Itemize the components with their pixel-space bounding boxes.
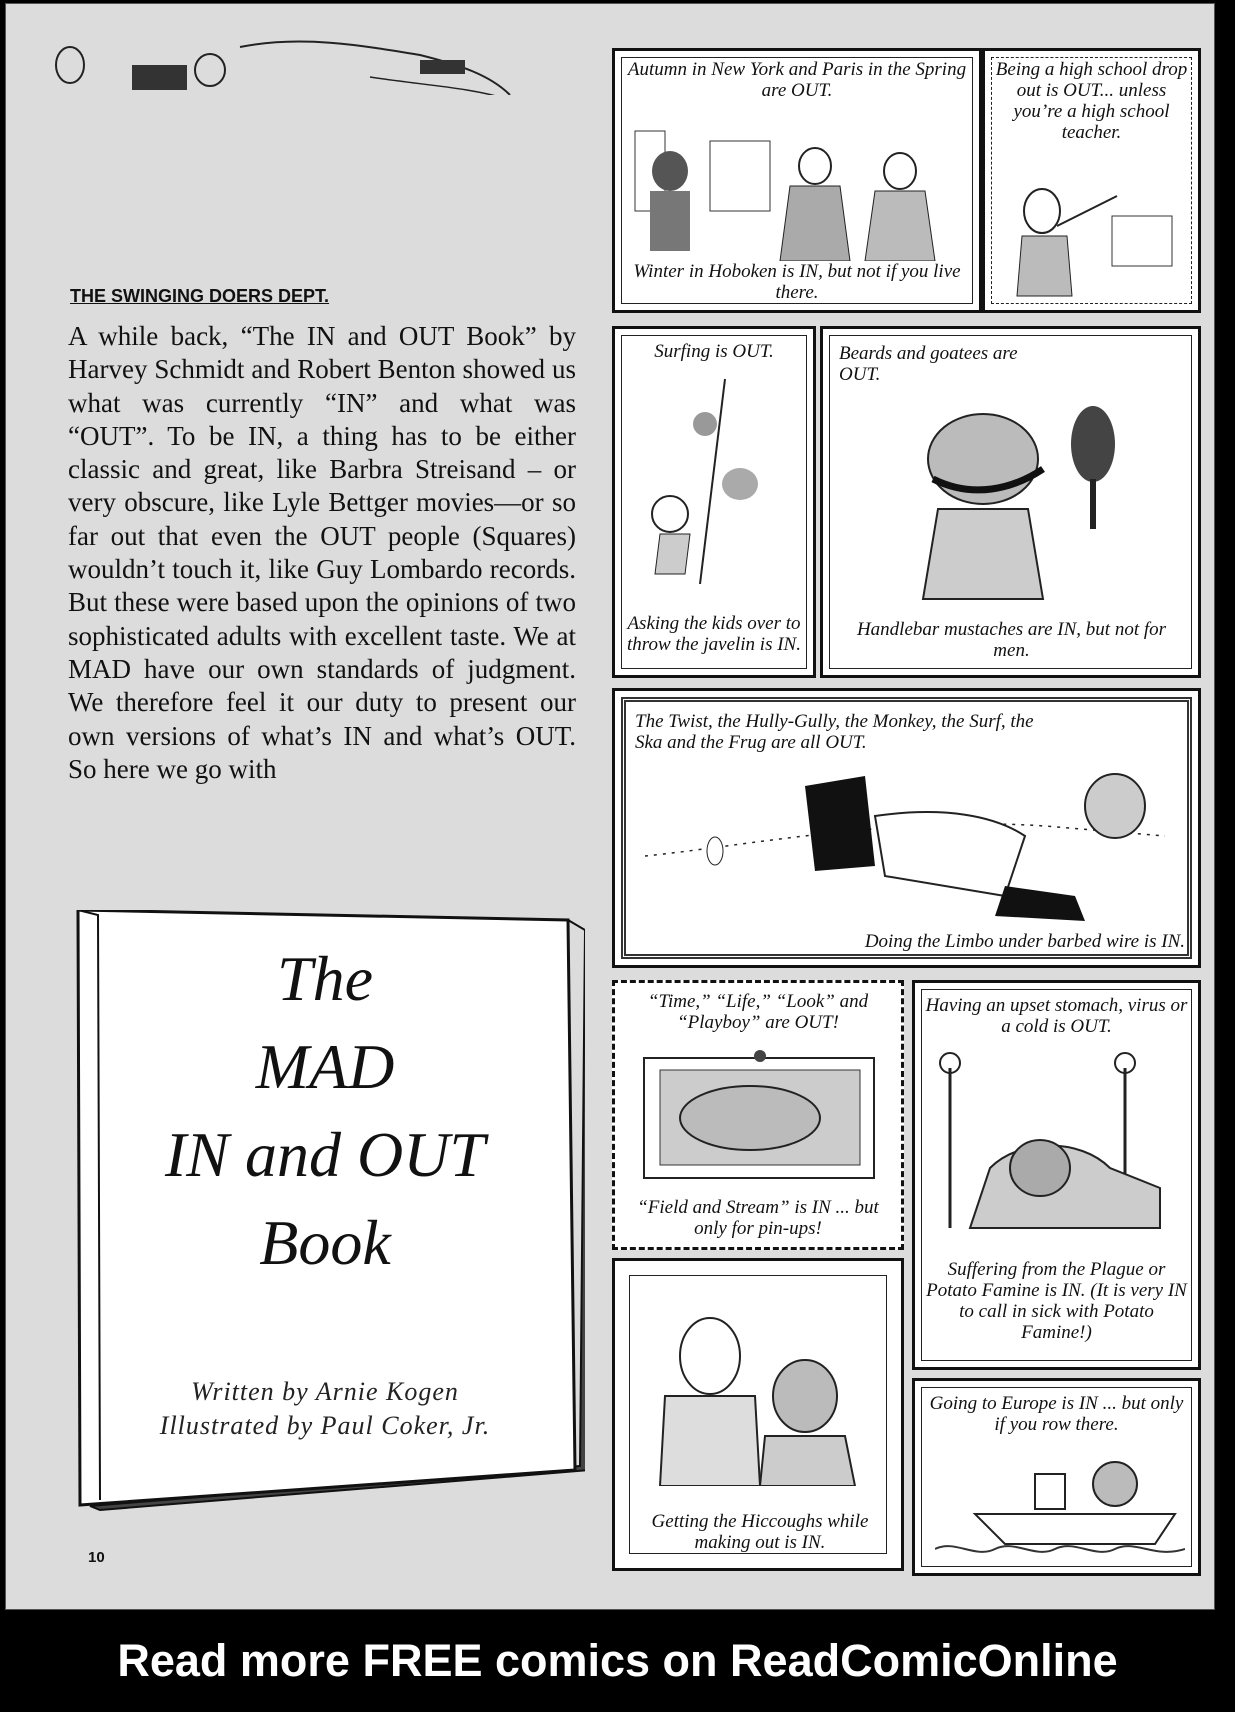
- book-title-line: Book: [259, 1207, 391, 1278]
- panel-caption-bottom: Handlebar mustaches are IN, but not for men.: [856, 619, 1167, 661]
- book-title: [105, 935, 545, 1287]
- teacher-illustration: [997, 156, 1187, 301]
- book-title-line: The: [277, 943, 373, 1014]
- page-number: 10: [88, 1549, 105, 1566]
- intro-paragraph: A while back, “The IN and OUT Book” by Harvey Schmidt and Robert Benton showed us what was currently “IN” and what was “OUT”. To be IN, a thing has to be either classic and great, like Barbra Streisand – or very obscure, like Lyle Bettger movies—or so far out that even the OUT people (Squares) wouldn’t touch it, like Guy Lombardo records. But these were based upon the opinions of two sophisticated adults with excellent taste. We at MAD have our own standards of judgment. We therefore feel it our duty to present our own versions of what’s IN and what’s OUT. So here we go with: [68, 321, 576, 784]
- rowboat-illustration: [935, 1449, 1185, 1564]
- sick-in-bed-illustration: [930, 1048, 1190, 1238]
- panel-caption-top: Going to Europe is IN ... but only if you row there.: [929, 1393, 1184, 1435]
- footer-banner[interactable]: [0, 1610, 1235, 1712]
- woman-mustache-illustration: [863, 389, 1163, 609]
- panel-caption-top: Surfing is OUT.: [654, 341, 774, 362]
- panel-surfing: [612, 326, 816, 678]
- illustrator-credit: Illustrated by Paul Coker, Jr.: [159, 1411, 491, 1440]
- panel-caption-bottom: Winter in Hoboken is IN, but not if you live there.: [633, 261, 961, 303]
- panel-caption-top: Being a high school drop out is OUT... unless you’re a high school teacher.: [995, 59, 1188, 143]
- panel-dropout: [982, 48, 1201, 313]
- couple-illustration: [645, 1301, 875, 1486]
- book-title-line: MAD: [255, 1031, 395, 1102]
- limbo-barbed-wire-illustration: [645, 746, 1175, 931]
- panel-caption-bottom: Suffering from the Plague or Potato Famine is IN. (It is very IN to call in sick with Potato Famine!): [926, 1259, 1187, 1343]
- panel-beards: [820, 326, 1201, 678]
- book-title-line: IN and OUT: [164, 1119, 486, 1190]
- panel-magazines: [612, 980, 904, 1250]
- header-doodle-illustration: [40, 25, 520, 95]
- panel-hiccoughs: [612, 1258, 904, 1571]
- panel-caption-top: The Twist, the Hully-Gully, the Monkey, the Surf, the Ska and the Frug are all OUT.: [635, 711, 1034, 753]
- kids-javelin-illustration: [630, 374, 800, 584]
- panel-dances: [612, 688, 1201, 968]
- pinup-fish-illustration: [640, 1048, 880, 1183]
- panel-caption-top: Autumn in New York and Paris in the Spring are OUT.: [627, 59, 967, 101]
- people-in-snow-illustration: [630, 111, 970, 261]
- panel-caption-bottom: Doing the Limbo under barbed wire is IN.: [864, 931, 1185, 952]
- panel-autumn: [612, 48, 982, 313]
- department-heading: THE SWINGING DOERS DEPT.: [70, 286, 330, 306]
- panel-caption-top: “Time,” “Life,” “Look” and “Playboy” are OUT!: [647, 991, 869, 1033]
- footer-text[interactable]: Read more FREE comics on ReadComicOnline: [117, 1635, 1118, 1686]
- writer-credit: Written by Arnie Kogen: [191, 1377, 459, 1406]
- panel-caption-bottom: “Field and Stream” is IN ... but only for pin-ups!: [637, 1197, 879, 1239]
- panel-caption-bottom: Getting the Hiccoughs while making out is IN.: [651, 1511, 869, 1553]
- panel-caption-bottom: Asking the kids over to throw the javelin is IN.: [627, 613, 801, 655]
- book-credits: [105, 1375, 545, 1443]
- panel-europe: [912, 1378, 1201, 1576]
- panel-stomach: [912, 980, 1201, 1370]
- panel-caption-top: Having an upset stomach, virus or a cold is OUT.: [925, 995, 1188, 1037]
- panel-caption-top: Beards and goatees are OUT.: [839, 343, 1018, 385]
